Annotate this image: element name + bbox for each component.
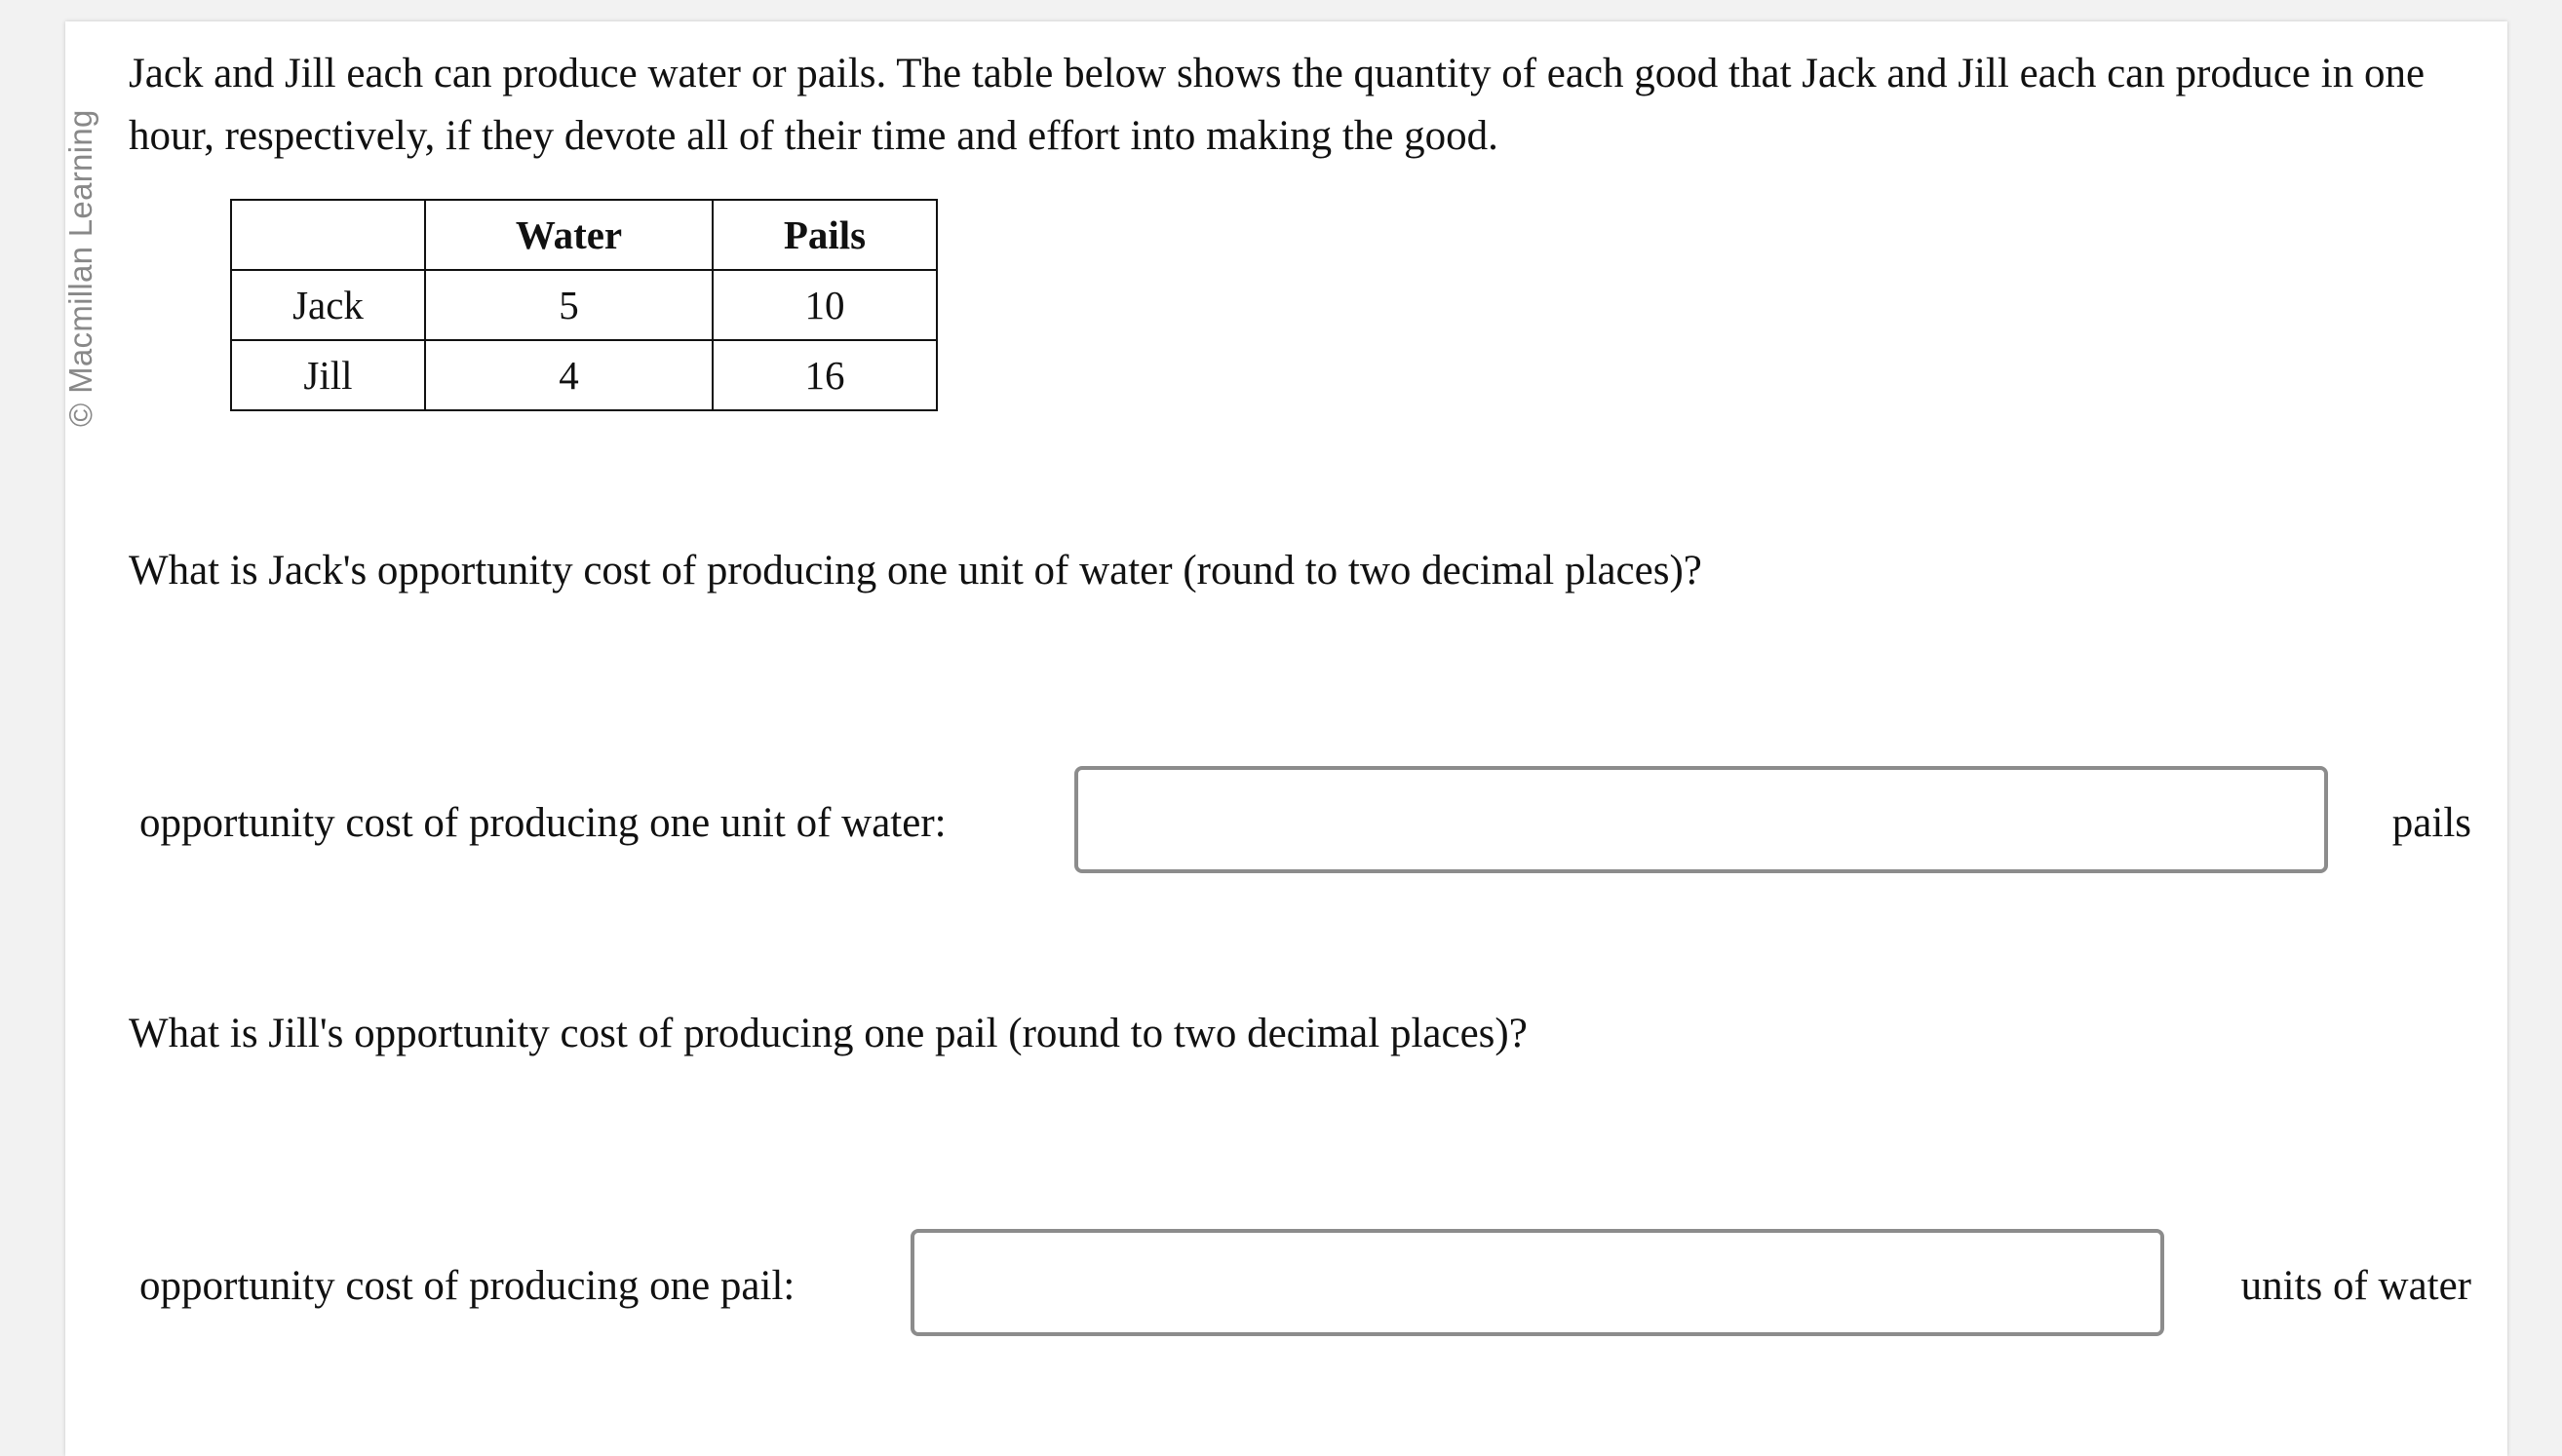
answer-unit-pails: pails — [2391, 800, 2471, 846]
table-header-blank — [231, 200, 425, 270]
table-header-row — [231, 200, 937, 270]
table-cell-water: 5 — [425, 270, 713, 340]
answer-unit-water: units of water — [2240, 1263, 2471, 1309]
table-row — [231, 270, 937, 340]
copyright-notice: © Macmillan Learning — [62, 109, 98, 427]
table-row — [231, 340, 937, 410]
question-jill-pail: What is Jill's opportunity cost of producing one pail (round to two decimal places)? — [129, 1011, 1528, 1056]
table-header-water: Water — [425, 200, 713, 270]
production-table — [230, 199, 938, 411]
answer-input-water[interactable] — [1074, 766, 2328, 873]
problem-intro: Jack and Jill each can produce water or pails. The table below shows the quantity of each good that Jack and Jill each can produce in one hour, respectively, if they devote all of their time and effort into making the good. — [129, 51, 2426, 159]
question-jack-water: What is Jack's opportunity cost of producing one unit of water (round to two decimal places)? — [129, 548, 1702, 594]
table-cell-water: 4 — [425, 340, 713, 410]
table-cell-pails: 16 — [713, 340, 937, 410]
answer-label-water: opportunity cost of producing one unit of water: — [139, 800, 947, 846]
answer-input-pail[interactable] — [911, 1229, 2164, 1336]
answer-label-pail: opportunity cost of producing one pail: — [139, 1263, 796, 1309]
table-cell-pails: 10 — [713, 270, 937, 340]
table-cell-name: Jill — [231, 340, 425, 410]
table-cell-name: Jack — [231, 270, 425, 340]
table-header-pails: Pails — [713, 200, 937, 270]
